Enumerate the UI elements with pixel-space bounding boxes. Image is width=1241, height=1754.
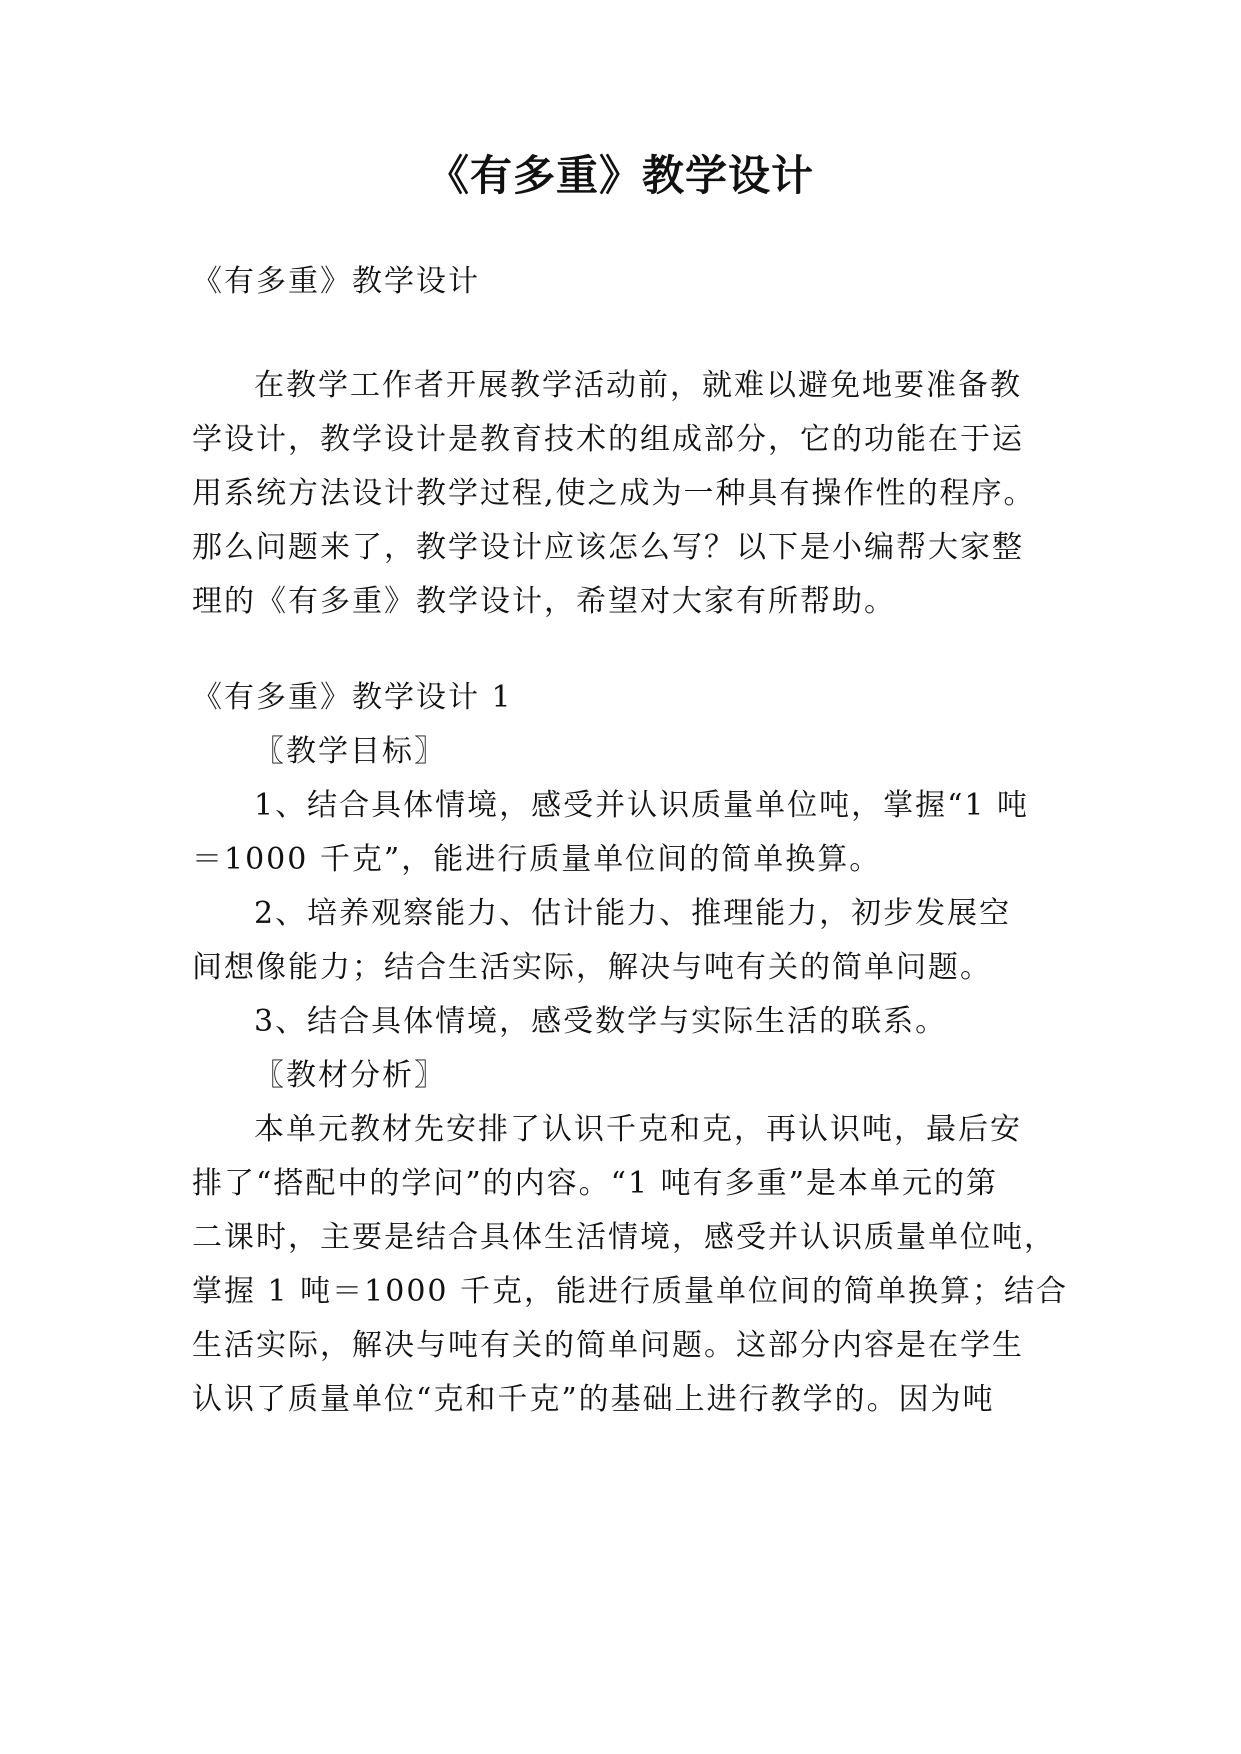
paragraph-line: 学设计，教学设计是教育技术的组成部分，它的功能在于运 [192,422,1024,457]
document-title: 《有多重》教学设计 [426,151,814,200]
paragraph-line: 3、结合具体情境，感受数学与实际生活的联系。 [254,1004,948,1039]
subsection-heading: 〖教材分析〗 [254,1058,446,1093]
paragraph-line: ＝1000 千克”，能进行质量单位间的简单换算。 [192,842,882,877]
paragraph-line: 生活实际，解决与吨有关的简单问题。这部分内容是在学生 [192,1328,1024,1363]
paragraph-line: 本单元教材先安排了认识千克和克，再认识吨，最后安 [254,1112,1022,1147]
paragraph-line: 排了“搭配中的学问”的内容。“1 吨有多重”是本单元的第 [192,1166,998,1201]
paragraph-line: 理的《有多重》教学设计，希望对大家有所帮助。 [192,584,896,619]
paragraph-line: 掌握 1 吨＝1000 千克，能进行质量单位间的简单换算；结合 [192,1274,1069,1309]
paragraph-line: 那么问题来了，教学设计应该怎么写？以下是小编帮大家整 [192,530,1024,565]
paragraph-line: 间想像能力；结合生活实际，解决与吨有关的简单问题。 [192,950,992,985]
subsection-heading: 〖教学目标〗 [254,734,446,769]
paragraph-line: 认识了质量单位“克和千克”的基础上进行教学的。因为吨 [192,1382,995,1417]
paragraph-line: 1、结合具体情境，感受并认识质量单位吨，掌握“1 吨 [254,788,1030,823]
paragraph-line: 二课时，主要是结合具体生活情境，感受并认识质量单位吨， [192,1220,1056,1255]
subtitle-line: 《有多重》教学设计 [192,264,480,299]
section-heading: 《有多重》教学设计 1 [192,680,513,715]
paragraph-line: 在教学工作者开展教学活动前，就难以避免地要准备教 [254,368,1022,403]
paragraph-line: 2、培养观察能力、估计能力、推理能力，初步发展空 [254,896,1012,931]
paragraph-line: 用系统方法设计教学过程,使之成为一种具有操作性的程序。 [192,476,1036,511]
